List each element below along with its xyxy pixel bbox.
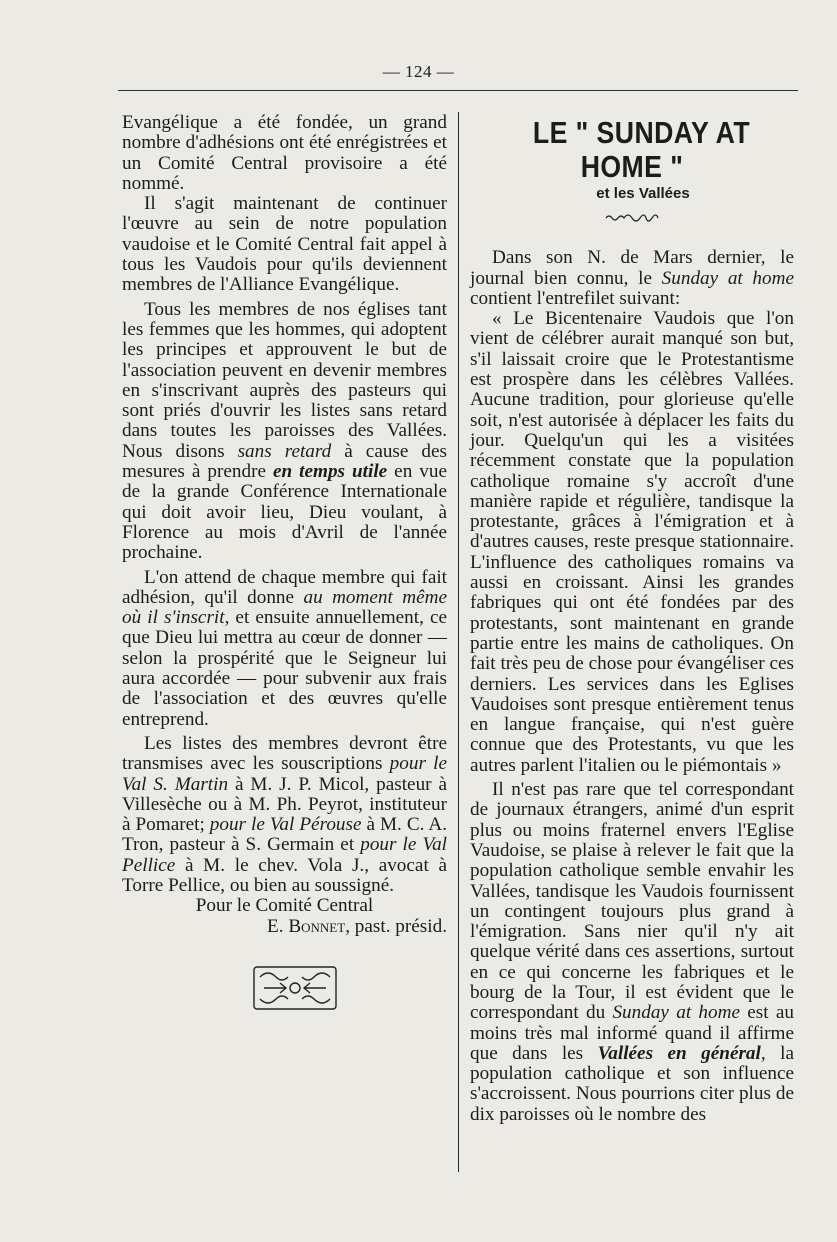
signature-name: E. Bonnet bbox=[267, 915, 346, 937]
emphasis: sans retard bbox=[237, 440, 332, 462]
column-divider bbox=[458, 112, 459, 1172]
paragraph: Evangélique a été fondée, un grand nombre d'adhésions ont été enrégistrées et un Comité Central provisoire a été nommé. bbox=[122, 112, 447, 194]
emphasis: pour le Val Pellice bbox=[122, 834, 447, 876]
header-rule bbox=[118, 90, 798, 91]
emphasis: pour le Val S. Martin bbox=[122, 753, 447, 795]
paragraph: Tous les membres de nos églises tant les femmes que les hommes, qui adoptent les principes et approuvent le but de l'association peuvent en devenir membres en s'inscrivant auprès des pasteurs qui sont priés d'ouvrir les listes sans retard dans toutes les paroisses des Vallées. Nous disons sans retard à cause des mesures à prendre en temps utile en vue de la grande Conférence Internationale qui doit avoir lieu, Dieu voulant, à Florence au mois d'Avril de l'année prochaine. bbox=[122, 298, 447, 564]
paragraph: Les listes des membres devront être transmises avec les souscriptions pour le Val S. Martin à M. J. P. Micol, pasteur à Villesèche ou à M. Ph. Peyrot, instituteur à Pomaret; pour le Val Pérouse à M. C. A. Tron, pasteur à S. Germain et pour le Val Pellice à M. le chev. Vola J., avocat à Torre Pellice, ou bien au soussigné. bbox=[122, 732, 447, 896]
paragraph: L'on attend de chaque membre qui fait adhésion, qu'il donne au moment même où il s'inscrit, et ensuite annuellement, ce que Dieu lui mettra au cœur de donner — selon la prospérité que le Seigneur lui aura accordée — pour subvenir aux frais de l'association et des œuvres qu'elle entreprend. bbox=[122, 566, 447, 730]
article-subtitle: et les Vallées bbox=[596, 185, 690, 202]
signature bbox=[122, 917, 447, 937]
paragraph: Il n'est pas rare que tel correspondant de journaux étrangers, animé d'un esprit plus ou moins fraternel envers l'Eglise Vaudoise, se plaise à relever le fait que la population catholique semble envahir les Vallées, tandisque les Vaudois fournissent un contingent toujours plus grand à l'émigration. Sans nier qu'il n'y ait quelque vérité dans ces assertions, surtout en ce qui concerne les fabriques et le bourg de la Tour, il est évident que le correspondant du Sunday at home est au moins très mal informé quand il affirme que dans les Vallées en général, la population catholique et son influence s'accroissent. Nous pourrions citer plus de dix paroisses où le nombre des bbox=[470, 779, 794, 1125]
emphasis: au moment même où il s'inscrit bbox=[122, 586, 447, 629]
signoff: Pour le Comité Central bbox=[195, 895, 374, 917]
paragraph: Il s'agit maintenant de continuer l'œuvre au sein de notre population vaudoise et le Comité Central fait appel à tous les Vaudois pour qu'ils deviennent membres de l'Alliance Evangélique. bbox=[122, 193, 447, 296]
squiggle-divider-icon bbox=[604, 212, 660, 222]
emphasis: Vallées en général bbox=[597, 1042, 761, 1064]
left-column bbox=[122, 113, 447, 1013]
paragraph: Dans son N. de Mars dernier, le journal bien connu, le Sunday at home contient l'entrefilet suivant: bbox=[470, 247, 794, 309]
right-column bbox=[470, 116, 794, 1125]
emphasis: Sunday at home bbox=[661, 267, 794, 289]
article-title: LE " SUNDAY AT HOME " bbox=[532, 115, 751, 184]
emphasis: en temps utile bbox=[272, 461, 388, 483]
ornament-fleuron-icon bbox=[250, 963, 340, 1013]
emphasis: pour le Val Pérouse bbox=[209, 814, 362, 836]
signature-title: , past. présid. bbox=[345, 915, 447, 937]
paragraph: « Le Bicentenaire Vaudois que l'on vient de célébrer aurait manqué son but, s'il laissait croire que le Protestantisme est prospère dans les célèbres Vallées. Aucune tradition, pour glorieuse qu'elle soit, n'est autorisée à déplacer les faits du jour. Quelqu'un qui les a visitées récemment constate que la population catholique romaine s'y accroît d'une manière rapide et régulière, tandisque la protestante, grâces à l'émigration et à d'autres causes, reste presque stationnaire. L'influence des catholiques romains va aussi en croissant. Ainsi les grandes fabriques qui ont été fondées par des protestants, sont maintenant en grande partie entre les mains de catholiques. On fait très peu de chose pour évangéliser ces derniers. Les services dans les Eglises Vaudoises sont presque entièrement tenus en langue française, qui n'est guère connue que des Protestants, vu que les autres parlent l'italien ou le piémontais » bbox=[470, 308, 794, 776]
page-number: — 124 — bbox=[382, 62, 455, 81]
emphasis: Sunday at home bbox=[612, 1002, 740, 1024]
